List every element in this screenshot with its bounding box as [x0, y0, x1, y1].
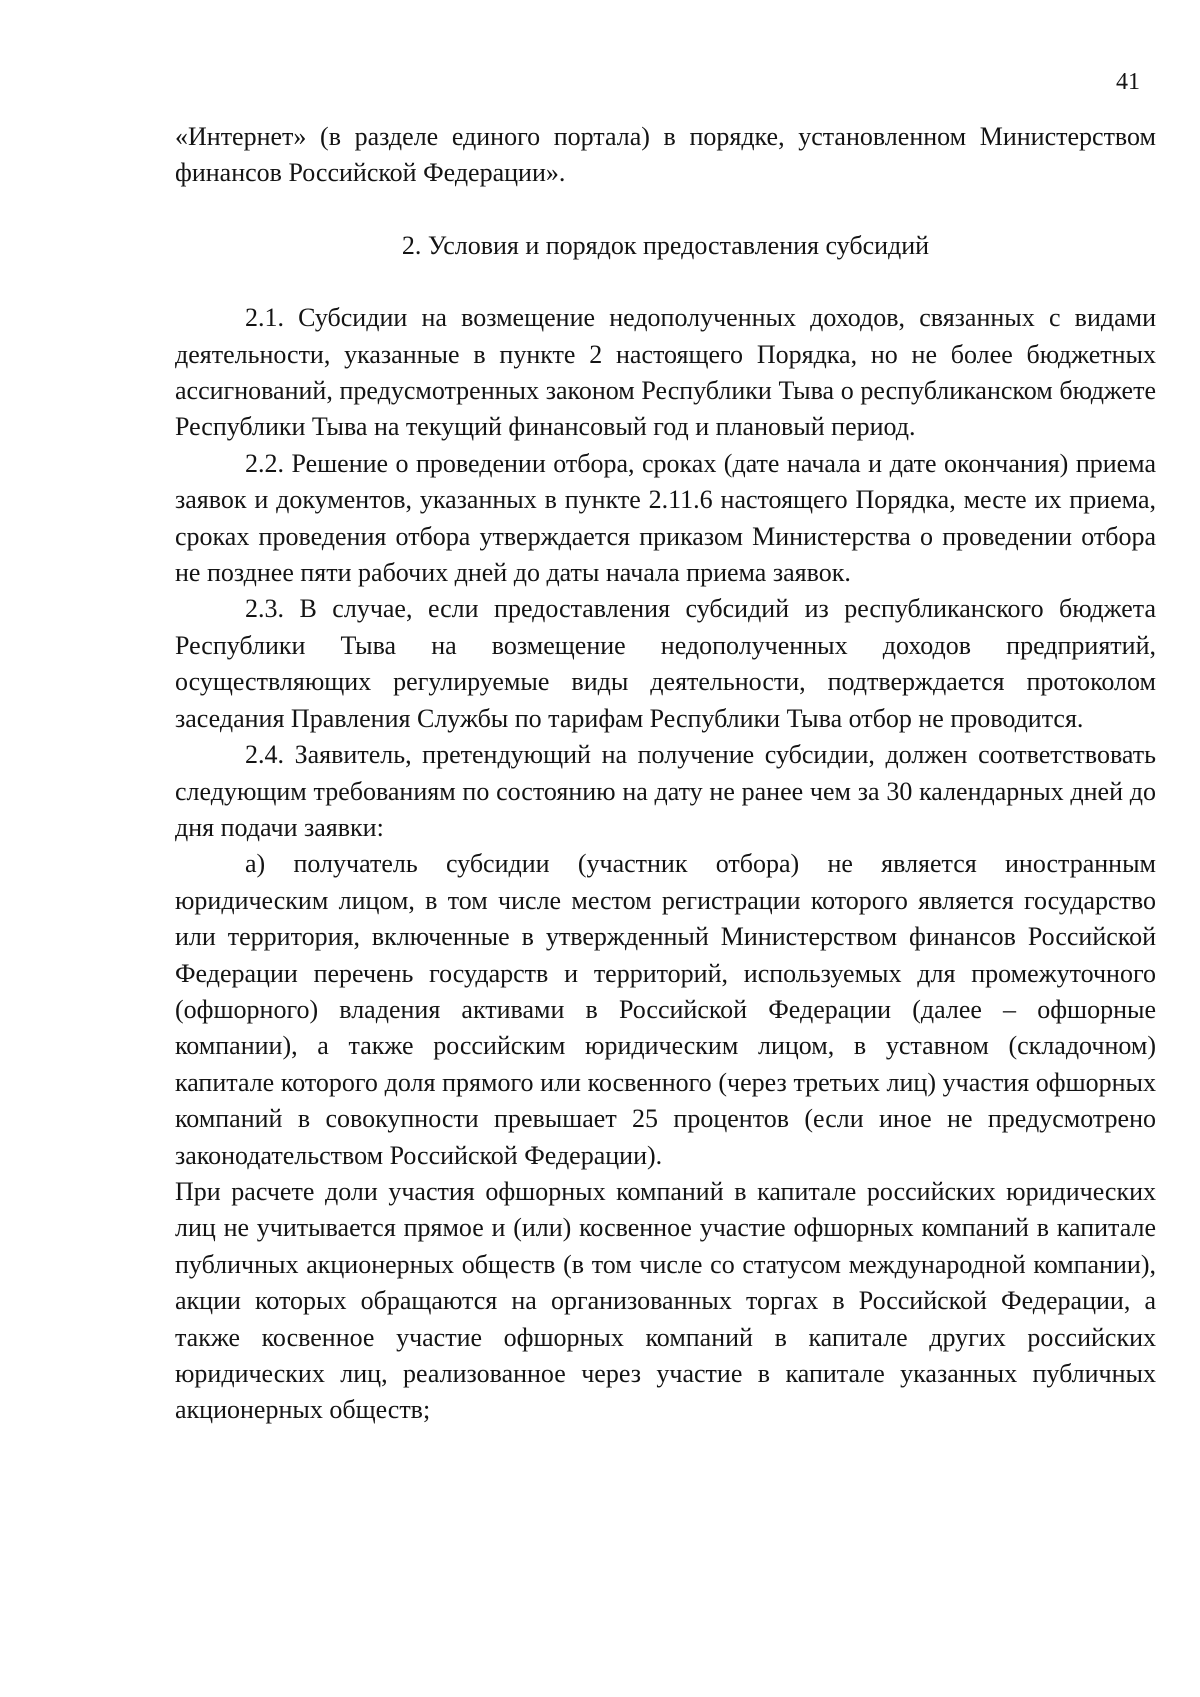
page-number: 41 — [1116, 69, 1140, 95]
paragraph-intro: «Интернет» (в разделе единого портала) в порядке, установленном Министерством финансов Российской Федерации». — [175, 122, 1156, 188]
section-title: 2. Условия и порядок предоставления субсидий — [401, 230, 930, 260]
paragraph-2-4: 2.4. Заявитель, претендующий на получение субсидии, должен соответствовать следующим требованиям по состоянию на дату не ранее чем за 30 календарных дней до дня подачи заявки: — [175, 740, 1156, 842]
paragraph-2-4-a-continuation: При расчете доли участия офшорных компаний в капитале российских юридических лиц не учитывается прямое и (или) косвенное участие офшорных компаний в капитале публичных акционерных обществ (в том числе со статусом международной компании), акции которых обращаются на организованных торгах в Российской Федерации, а также косвенное участие офшорных компаний в капитале других российских юридических лиц, реализованное через участие в капитале указанных публичных акционерных обществ; — [175, 1176, 1156, 1425]
paragraph-2-3: 2.3. В случае, если предоставления субсидий из республиканского бюджета Республики Тыва на возмещение недополученных доходов предприятий, осуществляющих регулируемые виды деятельности, подтверждается протоколом заседания Правления Службы по тарифам Республики Тыва отбор не проводится. — [175, 594, 1156, 733]
document-body — [175, 119, 1156, 1429]
paragraph-2-1: 2.1. Субсидии на возмещение недополученных доходов, связанных с видами деятельности, указанные в пункте 2 настоящего Порядка, но не более бюджетных ассигнований, предусмотренных законом Республики Тыва о республиканском бюджете Республики Тыва на текущий финансовый год и плановый период. — [175, 303, 1156, 442]
paragraph-2-2: 2.2. Решение о проведении отбора, сроках (дате начала и дате окончания) приема заявок и документов, указанных в пункте 2.11.6 настоящего Порядка, месте их приема, сроках проведения отбора утверждается приказом Министерства о проведении отбора не позднее пяти рабочих дней до даты начала приема заявок. — [175, 448, 1156, 588]
paragraph-2-4-a: а) получатель субсидии (участник отбора) не является иностранным юридическим лицом, в том числе местом регистрации которого является государство или территория, включенные в утвержденный Министерством финансов Российской Федерации перечень государств и территорий, используемых для промежуточного (офшорного) владения активами в Российской Федерации (далее – офшорные компании), а также российским юридическим лицом, в уставном (складочном) капитале которого доля прямого или косвенного (через третьих лиц) участия офшорных компаний в совокупности превышает 25 процентов (если иное не предусмотрено законодательством Российской Федерации). — [175, 849, 1156, 1170]
